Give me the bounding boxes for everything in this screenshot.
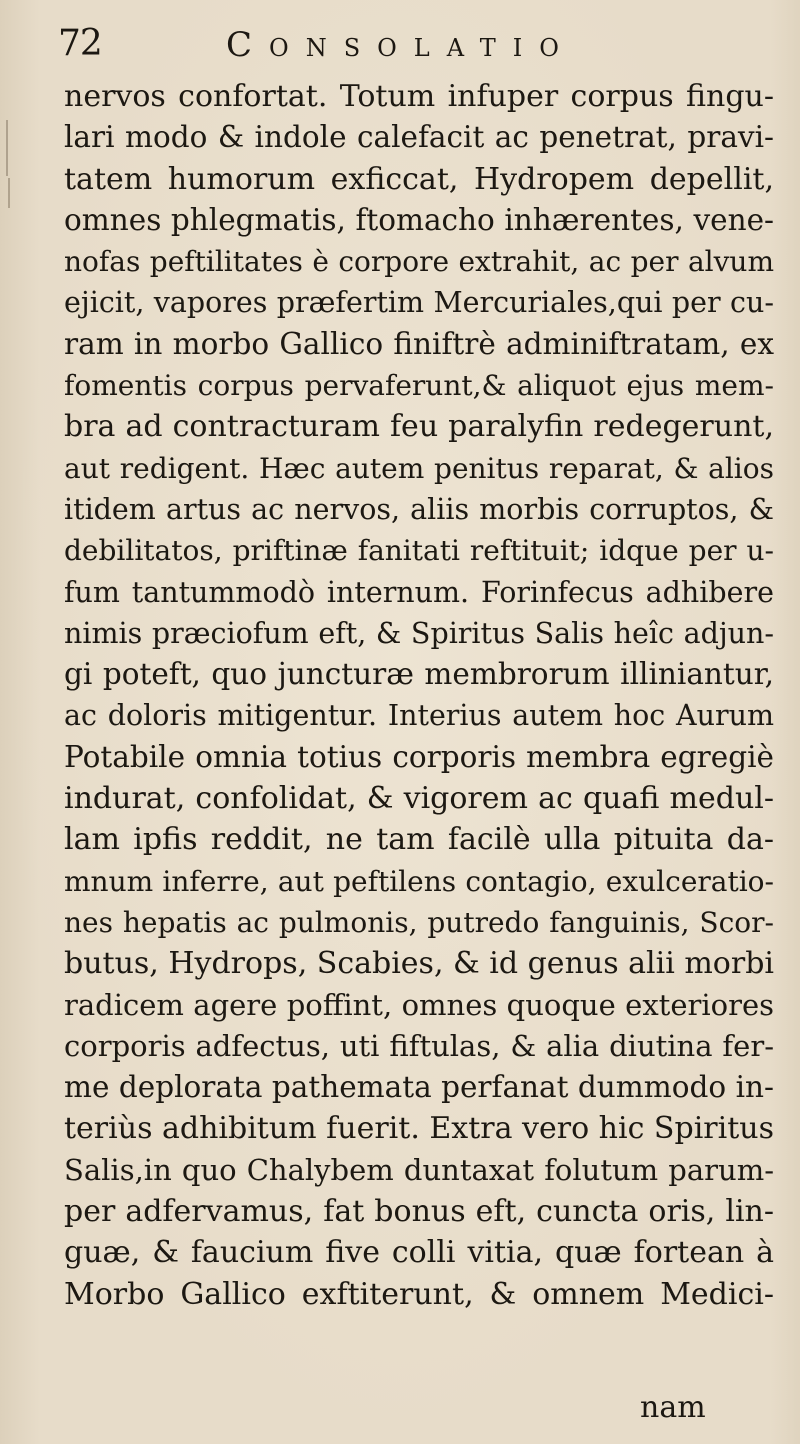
text-line: Morbo Gallico exftiterunt, & omnem Medici- bbox=[64, 1276, 774, 1312]
text-line: per adfervamus, fat bonus eft, cuncta oris, lin- bbox=[64, 1194, 774, 1230]
text-line: fomentis corpus pervaferunt,& aliquot ejus mem- bbox=[64, 369, 774, 403]
text-line: debilitatos, priftinæ fanitati reftituit; idque per u- bbox=[64, 534, 774, 568]
text-line: nofas peftilitates è corpore extrahit, ac per alvum bbox=[64, 245, 774, 279]
text-line: nes hepatis ac pulmonis, putredo fanguinis, Scor- bbox=[64, 905, 774, 939]
text-line: nervos confortat. Totum infuper corpus fingu- bbox=[64, 79, 774, 114]
margin-stain bbox=[6, 120, 8, 176]
text-line: butus, Hydrops, Scabies, & id genus alii morbi bbox=[64, 946, 774, 982]
text-line: fum tantummodò internum. Forinfecus adhibere bbox=[64, 575, 774, 609]
text-line: nimis præciofum eft, & Spiritus Salis heîc adjun- bbox=[64, 616, 774, 650]
page-number: 72 bbox=[58, 23, 102, 64]
text-line: lam ipfis reddit, ne tam facilè ulla pituita da- bbox=[64, 822, 774, 858]
text-line: aut redigent. Hæc autem penitus reparat, & alios bbox=[64, 451, 774, 485]
text-line: corporis adfectus, uti fiftulas, & alia diutina fer- bbox=[64, 1028, 774, 1063]
body-text bbox=[64, 76, 774, 1315]
text-line: ram in morbo Gallico finiftrè adminiftratam, ex bbox=[64, 326, 774, 361]
margin-stain bbox=[8, 178, 10, 208]
text-line: gi poteft, quo juncturæ membrorum illiniantur, bbox=[64, 657, 774, 692]
text-line: mnum inferre, aut peftilens contagio, exulceratio- bbox=[64, 864, 774, 898]
text-line: guæ, & faucium five colli vitia, quæ fortean à bbox=[64, 1235, 774, 1271]
running-title: Consolatio bbox=[226, 25, 576, 65]
text-line: Potabile omnia totius corporis membra egregiè bbox=[64, 739, 774, 774]
text-line: omnes phlegmatis, ftomacho inhærentes, vene- bbox=[64, 202, 774, 237]
text-line: indurat, confolidat, & vigorem ac quafi medul- bbox=[64, 781, 774, 817]
text-line: me deplorata pathemata perfanat dummodo in- bbox=[64, 1070, 774, 1105]
text-line: tatem humorum exficcat, Hydropem depellit, bbox=[64, 161, 774, 197]
text-line: ejicit, vapores præfertim Mercuriales,qui per cu- bbox=[64, 286, 774, 320]
text-line: teriùs adhibitum fuerit. Extra vero hic Spiritus bbox=[64, 1111, 774, 1147]
text-line: itidem artus ac nervos, aliis morbis corruptos, & bbox=[64, 492, 774, 526]
text-line: radicem agere poffint, omnes quoque exteriores bbox=[64, 987, 774, 1022]
page-header bbox=[58, 22, 760, 70]
catchword: nam bbox=[640, 1390, 706, 1425]
text-line: lari modo & indole calefacit ac penetrat, pravi- bbox=[64, 120, 774, 155]
text-line: ac doloris mitigentur. Interius autem hoc Aurum bbox=[64, 699, 774, 733]
text-line: bra ad contracturam feu paralyfin redegerunt, bbox=[64, 409, 774, 445]
text-line: Salis,in quo Chalybem duntaxat folutum parum- bbox=[64, 1152, 774, 1187]
